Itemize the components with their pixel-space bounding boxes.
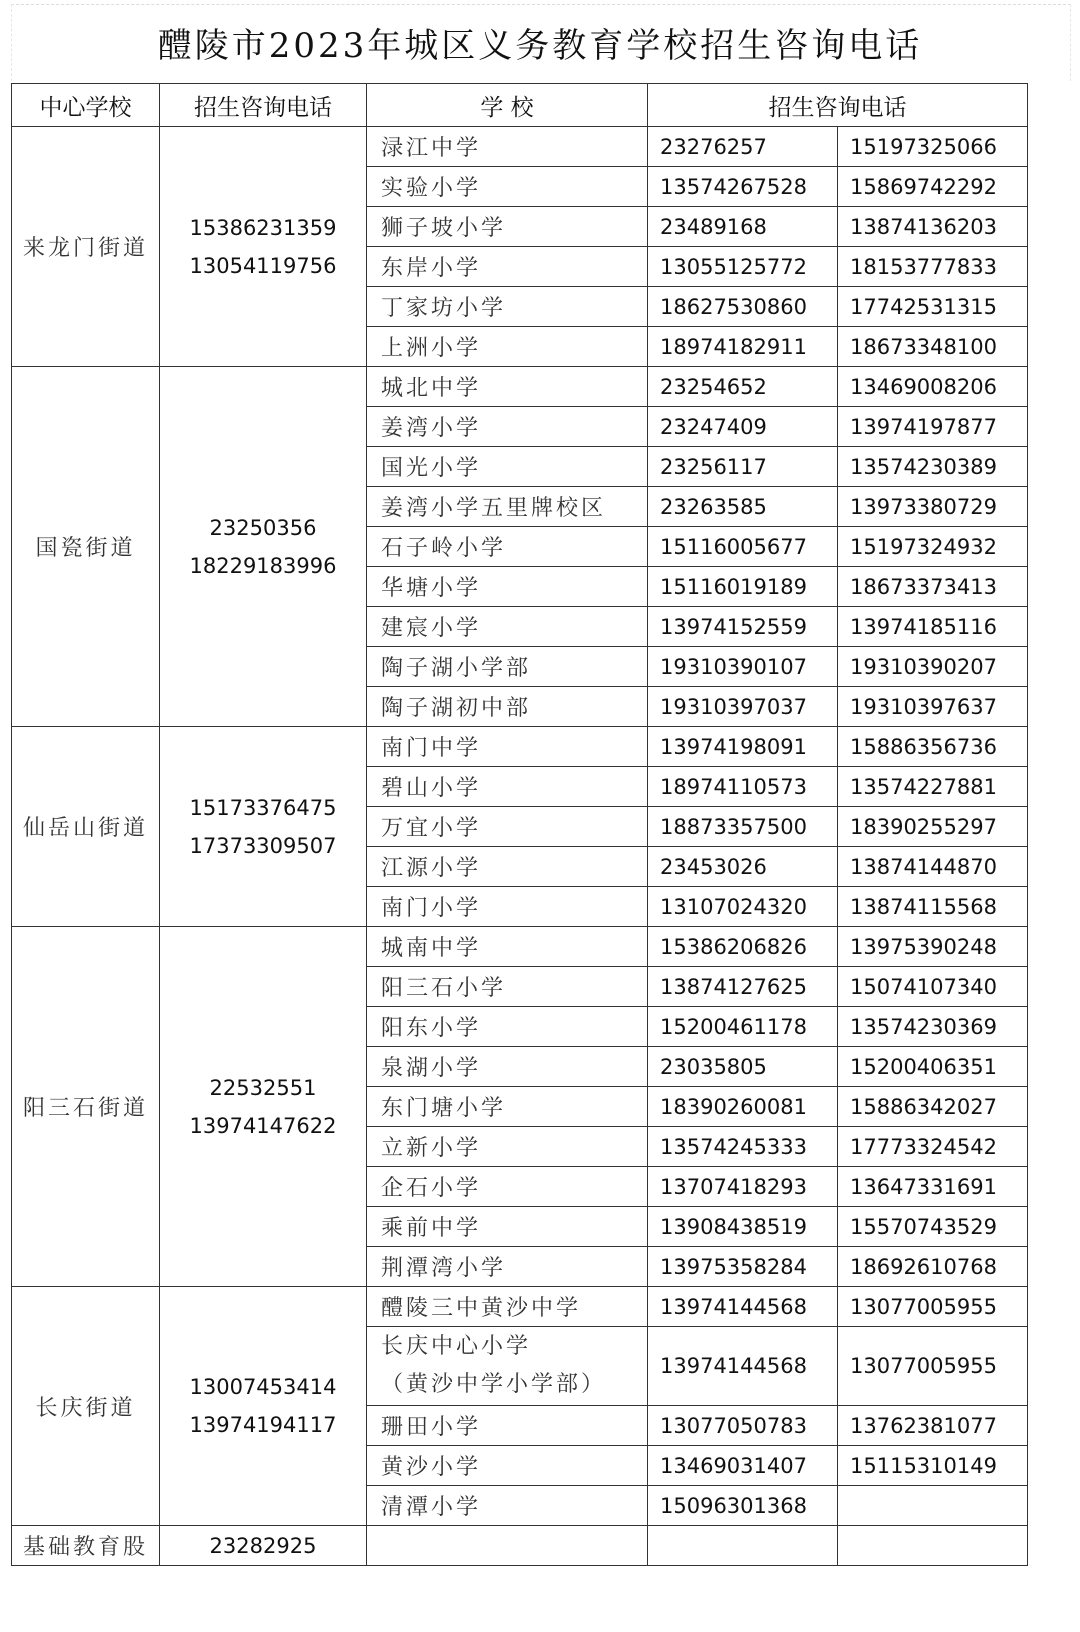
school-phone-2: 15115310149 [838,1446,1028,1486]
school-name: 陶子湖小学部 [367,647,648,687]
center-phones [160,1287,367,1526]
center-phone: 17373309507 [189,833,337,858]
school-name: 珊田小学 [367,1406,648,1446]
school-name: 阳东小学 [367,1007,648,1047]
table-row [12,727,1028,767]
header-center-phone: 招生咨询电话 [160,84,367,127]
center-name: 仙岳山街道 [12,727,160,927]
school-phone-2: 13574230369 [838,1007,1028,1047]
school-phone-2: 13974185116 [838,607,1028,647]
school-name: 城北中学 [367,367,648,407]
school-name: 碧山小学 [367,767,648,807]
school-phone-1: 23035805 [648,1047,838,1087]
school-phone-1: 15200461178 [648,1007,838,1047]
school-phone-1: 13055125772 [648,247,838,287]
table-row [12,1526,1028,1566]
center-phone: 13974147622 [189,1113,337,1138]
school-phone-2: 13647331691 [838,1167,1028,1207]
header-school: 学 校 [367,84,648,127]
school-name: 东岸小学 [367,247,648,287]
school-phone-2: 19310390207 [838,647,1028,687]
center-name: 基础教育股 [12,1526,160,1566]
school-phone-1: 15116005677 [648,527,838,567]
school-phone-2: 15886356736 [838,727,1028,767]
school-phone-1: 13077050783 [648,1406,838,1446]
school-phone-1: 18974110573 [648,767,838,807]
school-phone-2: 13077005955 [838,1327,1028,1406]
school-phone-2: 13974197877 [838,407,1028,447]
school-phone-2: 19310397637 [838,687,1028,727]
center-name: 长庆街道 [12,1287,160,1526]
school-phone-2: 15869742292 [838,167,1028,207]
school-name: 狮子坡小学 [367,207,648,247]
school-phone-1: 23263585 [648,487,838,527]
school-name: 南门中学 [367,727,648,767]
school-name: 乘前中学 [367,1207,648,1247]
school-phone-2: 13973380729 [838,487,1028,527]
center-phone: 23250356 [209,515,317,540]
center-phone: 13974194117 [189,1413,337,1437]
school-name: 荆潭湾小学 [367,1247,648,1287]
school-phone-1: 23256117 [648,447,838,487]
school-phone-2: 18153777833 [838,247,1028,287]
school-name: 华塘小学 [367,567,648,607]
school-name: 丁家坊小学 [367,287,648,327]
school-phone-2: 13077005955 [838,1287,1028,1327]
school-phone-1: 19310390107 [648,647,838,687]
school-phone-1: 18974182911 [648,327,838,367]
school-name: 企石小学 [367,1167,648,1207]
school-phone-1: 13107024320 [648,887,838,927]
school-phone-1: 13874127625 [648,967,838,1007]
school-phone-1: 13974198091 [648,727,838,767]
school-phone-2: 13975390248 [838,927,1028,967]
table-row [12,127,1028,167]
school-phone-1: 13975358284 [648,1247,838,1287]
school-name: 城南中学 [367,927,648,967]
school-phone-1: 13908438519 [648,1207,838,1247]
school-name: 南门小学 [367,887,648,927]
school-phone-2: 13469008206 [838,367,1028,407]
school-name: 东门塘小学 [367,1087,648,1127]
school-name: 建宸小学 [367,607,648,647]
empty-cell [367,1526,648,1566]
school-name: 实验小学 [367,167,648,207]
school-phone-1: 15386206826 [648,927,838,967]
school-phone-1: 13574267528 [648,167,838,207]
school-phone-2 [838,1486,1028,1526]
school-phone-1: 13574245333 [648,1127,838,1167]
school-name: 渌江中学 [367,127,648,167]
school-name: 江源小学 [367,847,648,887]
table-row [12,927,1028,967]
header-center: 中心学校 [12,84,160,127]
center-phone: 22532551 [209,1075,317,1100]
school-phone-2: 13574230389 [838,447,1028,487]
school-name: 国光小学 [367,447,648,487]
school-phone-1: 23489168 [648,207,838,247]
school-name: 泉湖小学 [367,1047,648,1087]
school-phone-2: 18673373413 [838,567,1028,607]
school-phone-2: 15197324932 [838,527,1028,567]
school-name: 立新小学 [367,1127,648,1167]
center-name: 国瓷街道 [12,367,160,727]
school-phone-1: 15096301368 [648,1486,838,1526]
table-body [12,127,1028,1566]
center-name: 阳三石街道 [12,927,160,1287]
school-phone-1: 13974152559 [648,607,838,647]
school-name: 石子岭小学 [367,527,648,567]
school-phone-2: 17742531315 [838,287,1028,327]
center-phones [160,127,367,367]
center-phone: 13054119756 [189,253,337,278]
school-phone-2: 15074107340 [838,967,1028,1007]
school-name: 清潭小学 [367,1486,648,1526]
table-row [12,1287,1028,1327]
school-phone-2: 15570743529 [838,1207,1028,1247]
school-name: 万宜小学 [367,807,648,847]
center-name: 来龙门街道 [12,127,160,367]
school-phone-1: 15116019189 [648,567,838,607]
center-phones [160,727,367,927]
center-phones [160,367,367,727]
center-phones [160,927,367,1287]
school-phone-2: 15200406351 [838,1047,1028,1087]
school-name [367,1327,648,1406]
center-phone: 15173376475 [189,795,337,820]
school-name-line2: （黄沙中学小学部） [381,1372,607,1397]
school-phone-2: 13874136203 [838,207,1028,247]
school-phone-1: 18873357500 [648,807,838,847]
school-name: 姜湾小学 [367,407,648,447]
page-title: 醴陵市2023年城区义务教育学校招生咨询电话 [157,26,923,66]
school-phone-1: 23254652 [648,367,838,407]
empty-cell [838,1526,1028,1566]
school-phone-2: 18673348100 [838,327,1028,367]
table-row [12,367,1028,407]
empty-cell [648,1526,838,1566]
school-phone-2: 13874144870 [838,847,1028,887]
center-phone: 13007453414 [189,1375,337,1399]
school-phone-1: 19310397037 [648,687,838,727]
school-phone-2: 13574227881 [838,767,1028,807]
school-name: 黄沙小学 [367,1446,648,1486]
school-phone-2: 18692610768 [838,1247,1028,1287]
school-phone-1: 23276257 [648,127,838,167]
school-phone-2: 13762381077 [838,1406,1028,1446]
school-phone-2: 17773324542 [838,1127,1028,1167]
school-name: 醴陵三中黄沙中学 [367,1287,648,1327]
school-phone-1: 13974144568 [648,1327,838,1406]
header-row [12,84,1028,127]
school-phone-2: 18390255297 [838,807,1028,847]
school-phone-2: 15197325066 [838,127,1028,167]
center-phone: 15386231359 [189,215,337,240]
school-phone-1: 18627530860 [648,287,838,327]
school-phone-1: 13707418293 [648,1167,838,1207]
school-name: 姜湾小学五里牌校区 [367,487,648,527]
school-phone-1: 23247409 [648,407,838,447]
school-name: 阳三石小学 [367,967,648,1007]
center-phone: 18229183996 [189,553,337,578]
school-phone-1: 18390260081 [648,1087,838,1127]
school-phone-1: 13469031407 [648,1446,838,1486]
school-name: 上洲小学 [367,327,648,367]
school-phone-1: 23453026 [648,847,838,887]
school-phone-2: 15886342027 [838,1087,1028,1127]
school-name: 陶子湖初中部 [367,687,648,727]
center-phone: 23282925 [160,1526,367,1566]
school-phone-2: 13874115568 [838,887,1028,927]
school-name-line1: 长庆中心小学 [381,1334,532,1359]
school-phone-1: 13974144568 [648,1287,838,1327]
contact-table [11,83,1028,1566]
header-school-phone: 招生咨询电话 [648,84,1028,127]
